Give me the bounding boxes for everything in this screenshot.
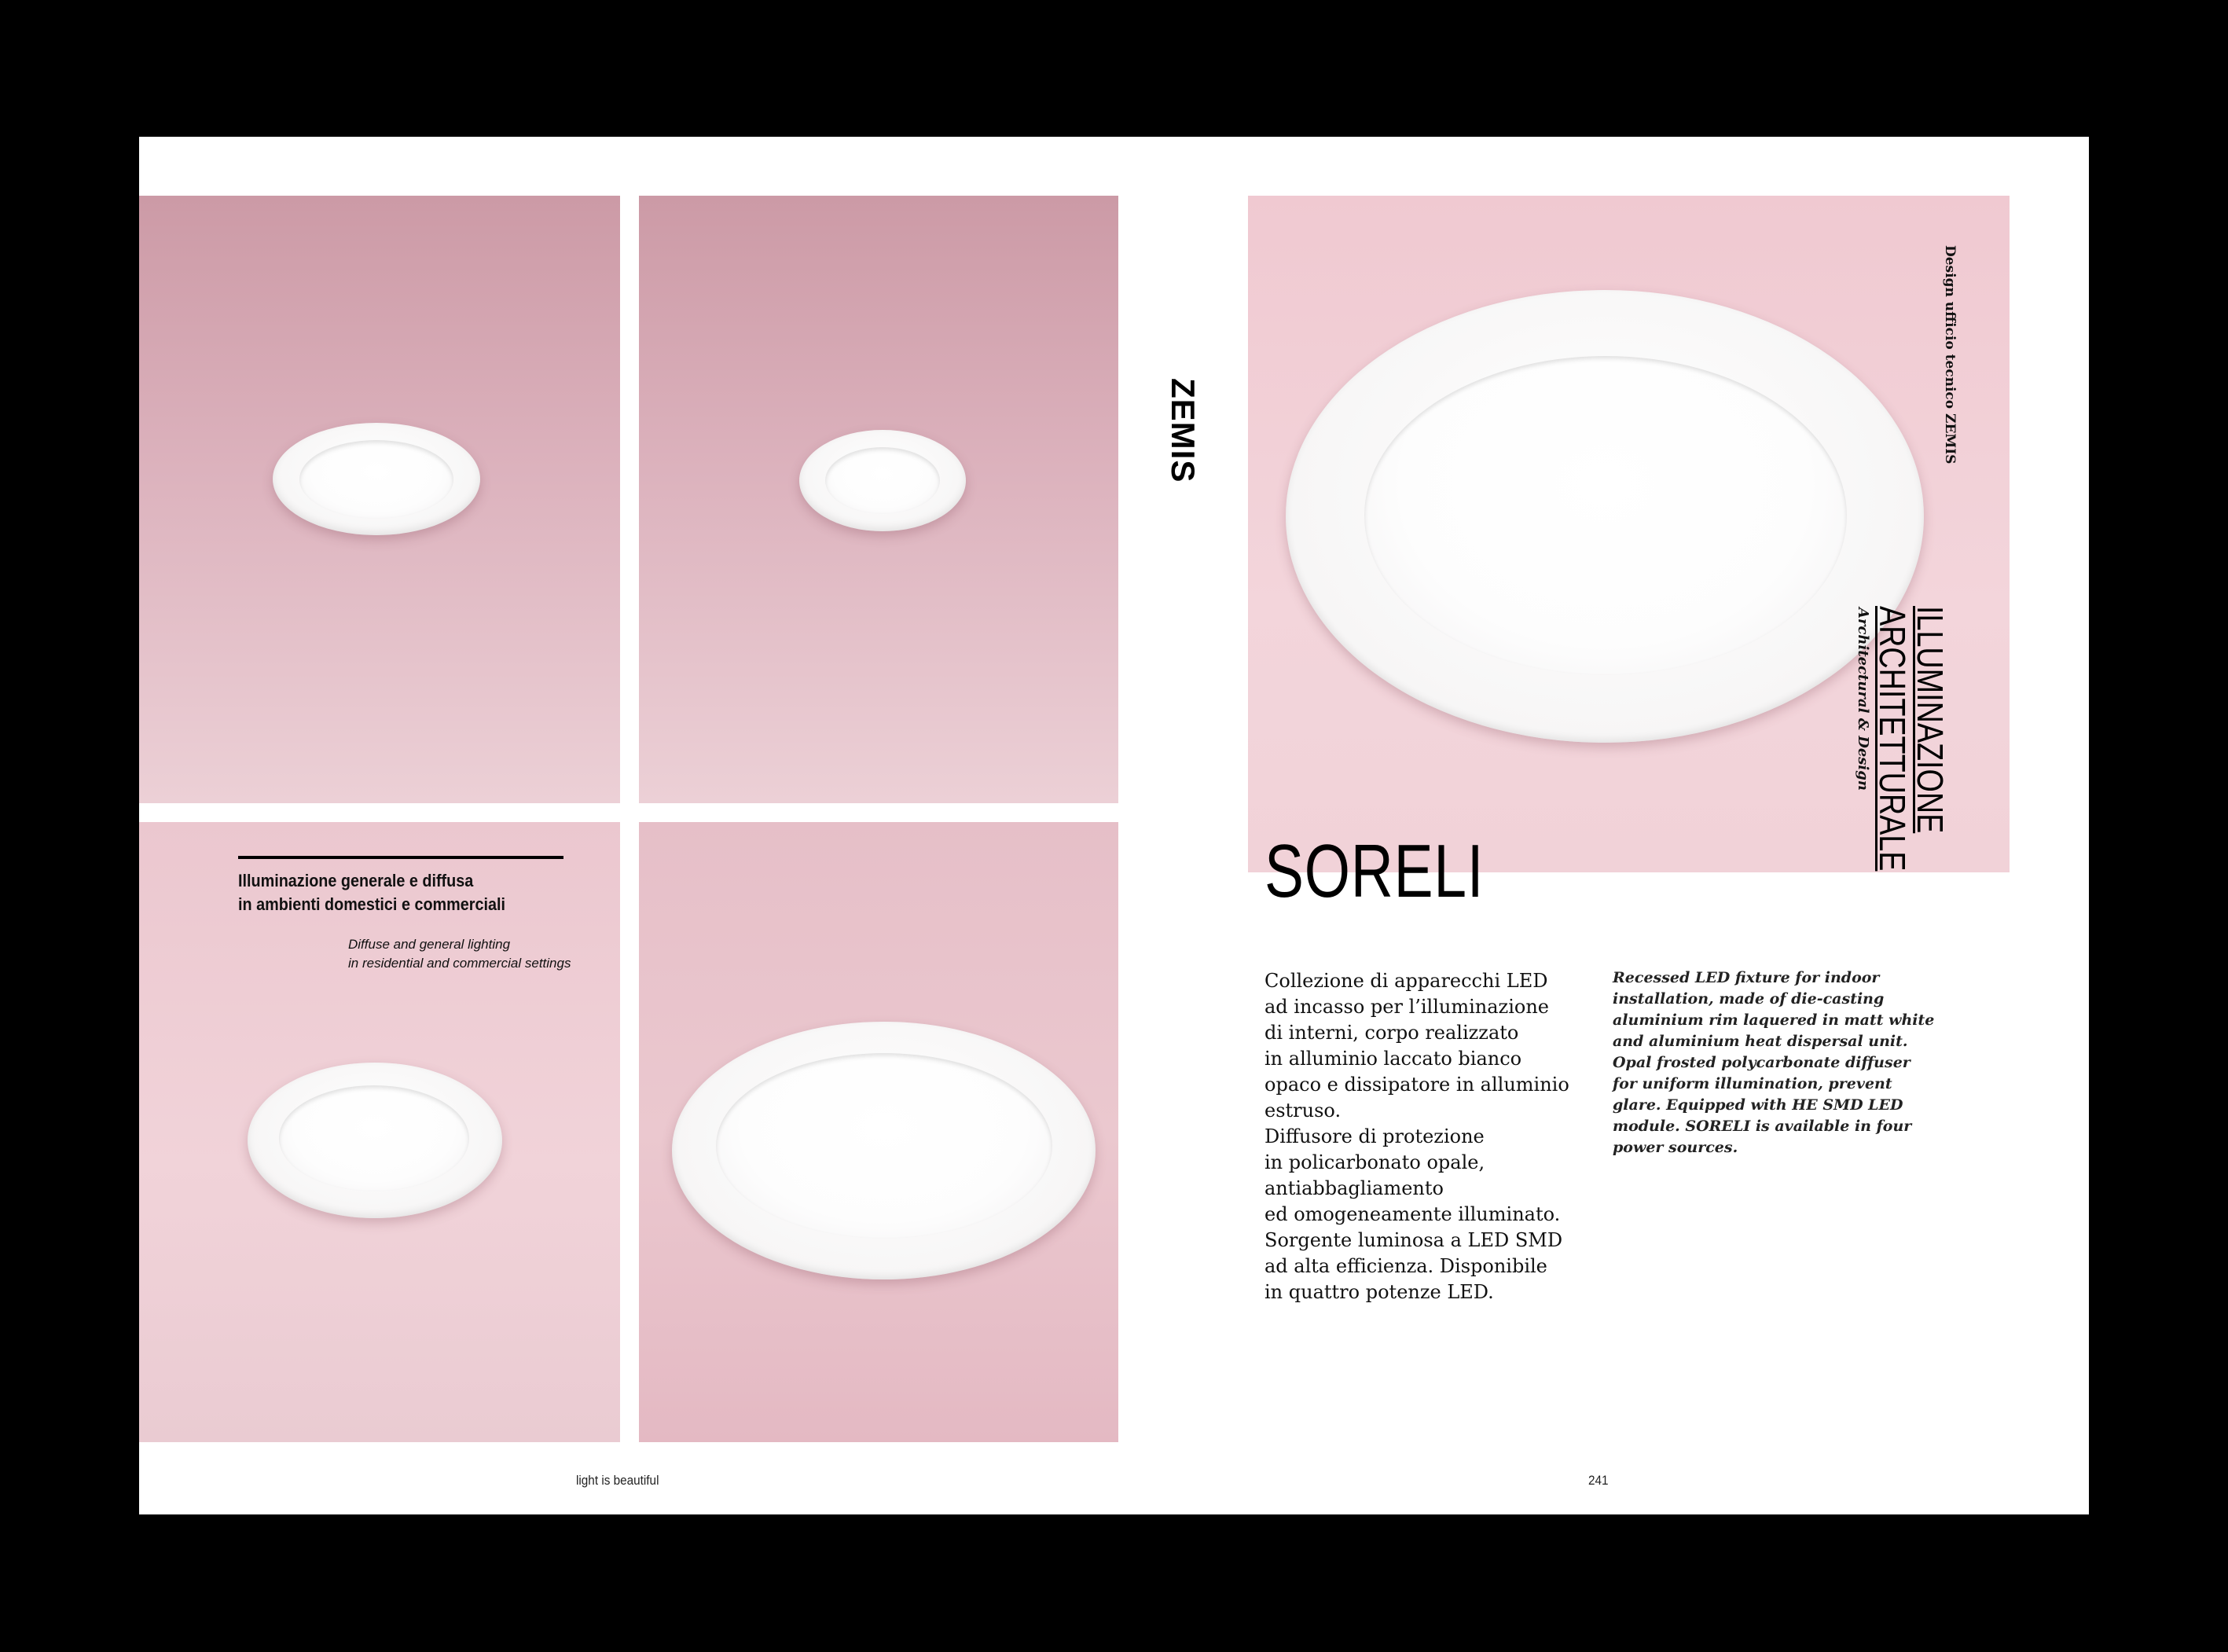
downlight-image bbox=[1286, 290, 1924, 743]
downlight-image bbox=[799, 430, 966, 531]
description-english: Recessed LED fixture for indoor installation, made of die-casting aluminium rim laquered in matt white and aluminium heat dispersal unit. Opal frosted polycarbonate diffuser for uniform illumination, prevent glare. Equipped with HE SMD LED module. SORELI is available in four power sources. bbox=[1613, 969, 1935, 1156]
page-number: 241 bbox=[1588, 1473, 1609, 1488]
product-name: SORELI bbox=[1264, 829, 1485, 913]
subtitle-italian: Illuminazione generale e diffusa in ambienti domestici e commerciali bbox=[238, 871, 506, 914]
subtitle-rule bbox=[238, 856, 563, 859]
subtitle-english: Diffuse and general lighting in residential and commercial settings bbox=[348, 937, 571, 971]
downlight-image bbox=[248, 1063, 502, 1218]
photo-top-right bbox=[639, 196, 1118, 803]
section-title-line-1: ILLUMINAZIONE bbox=[1910, 606, 1951, 834]
photo-top-left bbox=[139, 196, 620, 803]
description-italian: Collezione di apparecchi LED ad incasso per l’illuminazione di interni, corpo realizzato in alluminio laccato bianco opaco e dissipatore in alluminio estruso. Diffusore di protezione in policarbonato opale, antiabbagliamento ed omogeneamente illuminato. Sorgente luminosa a LED SMD ad alta efficienza. Disponibile in quattro potenze LED. bbox=[1264, 970, 1569, 1303]
footer-tagline: light is beautiful bbox=[576, 1473, 659, 1488]
brand-label: ZEMIS bbox=[1165, 378, 1202, 483]
section-title-line-2: ARCHITETTURALE bbox=[1872, 606, 1913, 872]
downlight-image bbox=[672, 1022, 1096, 1279]
designer-credit: Design ufficio tecnico ZEMIS bbox=[1942, 245, 1958, 464]
downlight-image bbox=[273, 423, 480, 535]
photo-bottom-right bbox=[639, 822, 1118, 1442]
section-subtitle: Architectural & Design bbox=[1855, 608, 1871, 791]
catalog-spread bbox=[139, 137, 2089, 1514]
